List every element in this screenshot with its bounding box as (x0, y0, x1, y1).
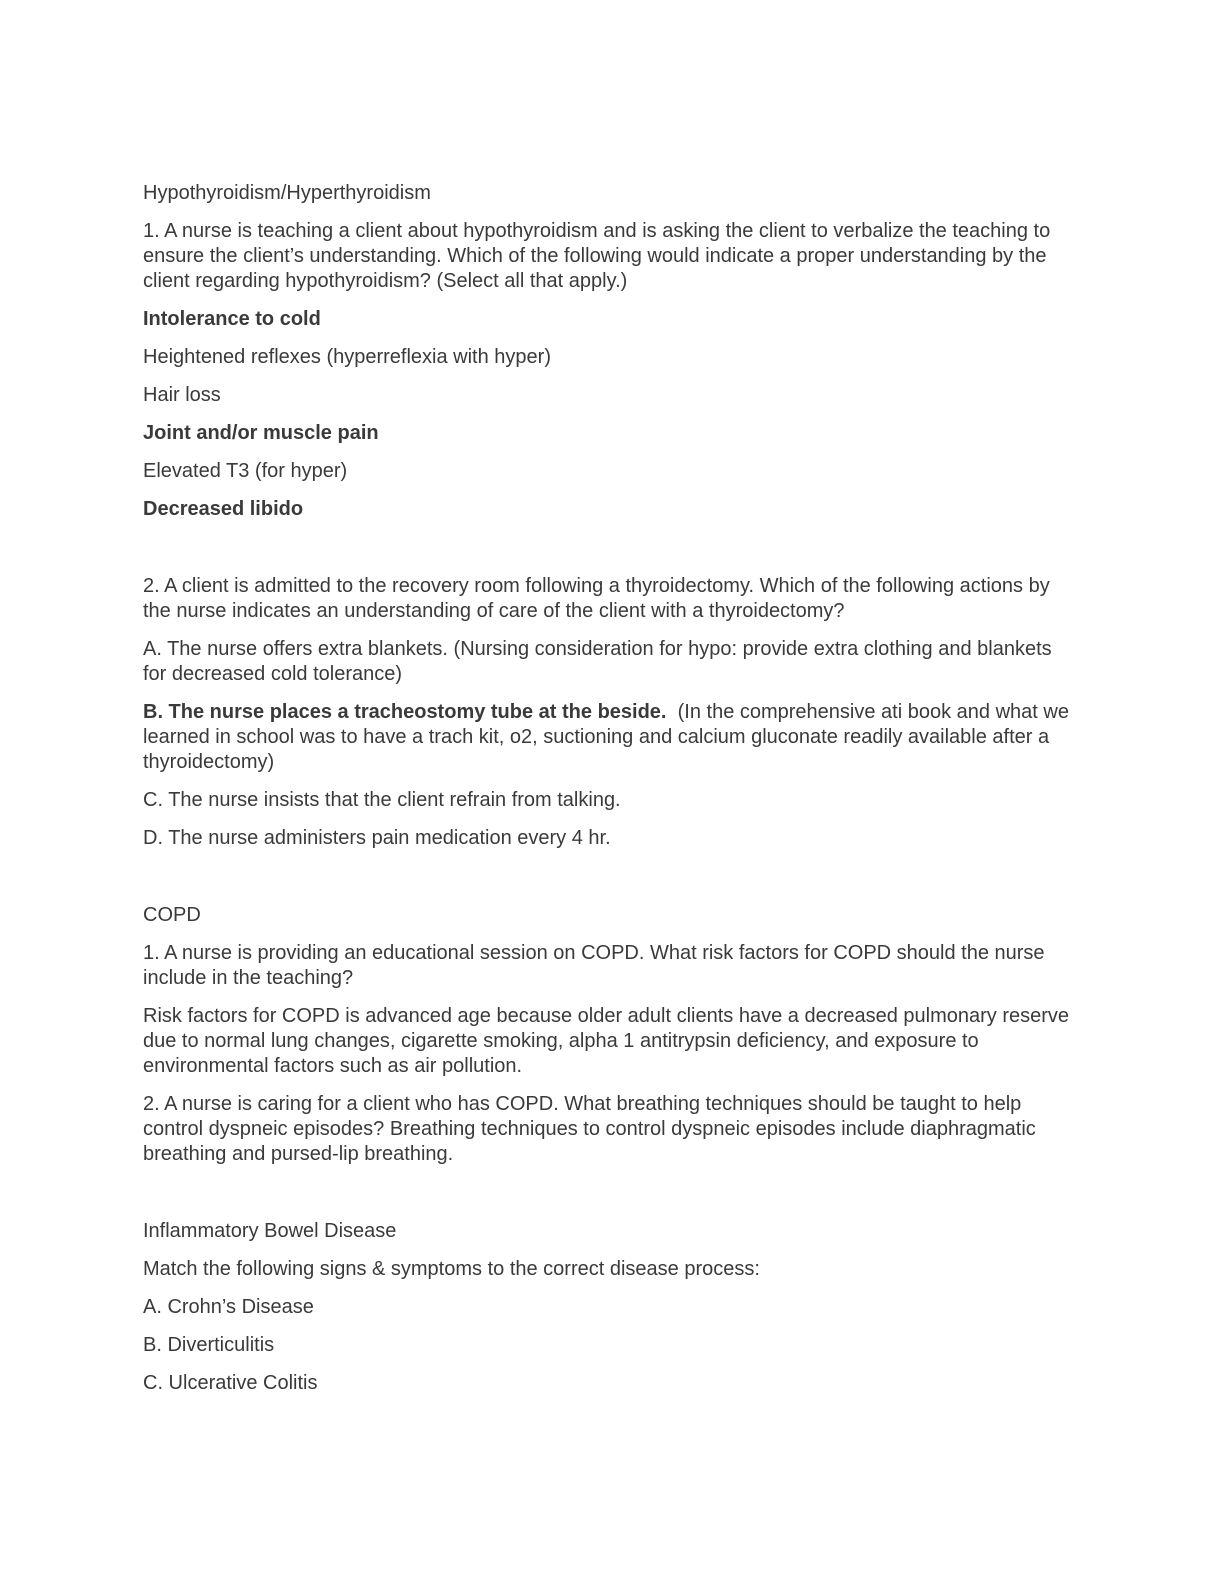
answer-option: Intolerance to cold (143, 308, 321, 330)
answer-option-b-note: (In the comprehensive ati book and what we learned in school was to have a trach kit, o2, suctioning and calcium gluconate readily available after a thyroidectomy) (143, 701, 1075, 773)
section-heading-copd: COPD (143, 904, 201, 926)
ibd-instruction: Match the following signs & symptoms to the correct disease process: (143, 1258, 760, 1280)
answer-option: Decreased libido (143, 498, 304, 520)
ibd-choice: C. Ulcerative Colitis (143, 1372, 318, 1394)
ibd-choice: A. Crohn’s Disease (143, 1296, 314, 1318)
question-thyroid-2: 2. A client is admitted to the recovery room following a thyroidectomy. Which of the following actions by the nurse indicates an understanding of care of the client with a thyroidectomy? (143, 575, 1050, 622)
answer-option: Hair loss (143, 384, 221, 406)
answer-option-d: D. The nurse administers pain medication every 4 hr. (143, 827, 611, 849)
answer-option-b-label: B. The nurse places a tracheostomy tube at the beside. (143, 701, 667, 723)
answer-option: Joint and/or muscle pain (143, 422, 379, 444)
answer-option: Elevated T3 (for hyper) (143, 460, 348, 482)
question-copd-2: 2. A nurse is caring for a client who has COPD. What breathing techniques should be taught to help control dyspneic episodes? Breathing techniques to control dyspneic episodes include diaphragmatic breathing and pursed-lip breathing. (143, 1093, 1036, 1165)
section-heading-thyroid: Hypothyroidism/Hyperthyroidism (143, 182, 431, 204)
question-copd-1: 1. A nurse is providing an educational session on COPD. What risk factors for COPD should the nurse include in the teaching? (143, 942, 1045, 989)
answer-option-c: C. The nurse insists that the client refrain from talking. (143, 789, 621, 811)
answer-option: Heightened reflexes (hyperreflexia with hyper) (143, 346, 551, 368)
question-thyroid-1: 1. A nurse is teaching a client about hypothyroidism and is asking the client to verbalize the teaching to ensure the client’s understanding. Which of the following would indicate a proper understanding by the client regarding hypothyroidism? (Select all that apply.) (143, 220, 1051, 292)
answer-option-a: A. The nurse offers extra blankets. (Nursing consideration for hypo: provide extra clothing and blankets for decreased cold tolerance) (143, 638, 1052, 685)
ibd-choice: B. Diverticulitis (143, 1334, 275, 1356)
answer-option-b (143, 700, 1073, 775)
answer-copd-1: Risk factors for COPD is advanced age because older adult clients have a decreased pulmonary reserve due to normal lung changes, cigarette smoking, alpha 1 antitrypsin deficiency, and exposure to environmental factors such as air pollution. (143, 1005, 1070, 1077)
document-page (143, 181, 1073, 1409)
section-heading-ibd: Inflammatory Bowel Disease (143, 1220, 397, 1242)
